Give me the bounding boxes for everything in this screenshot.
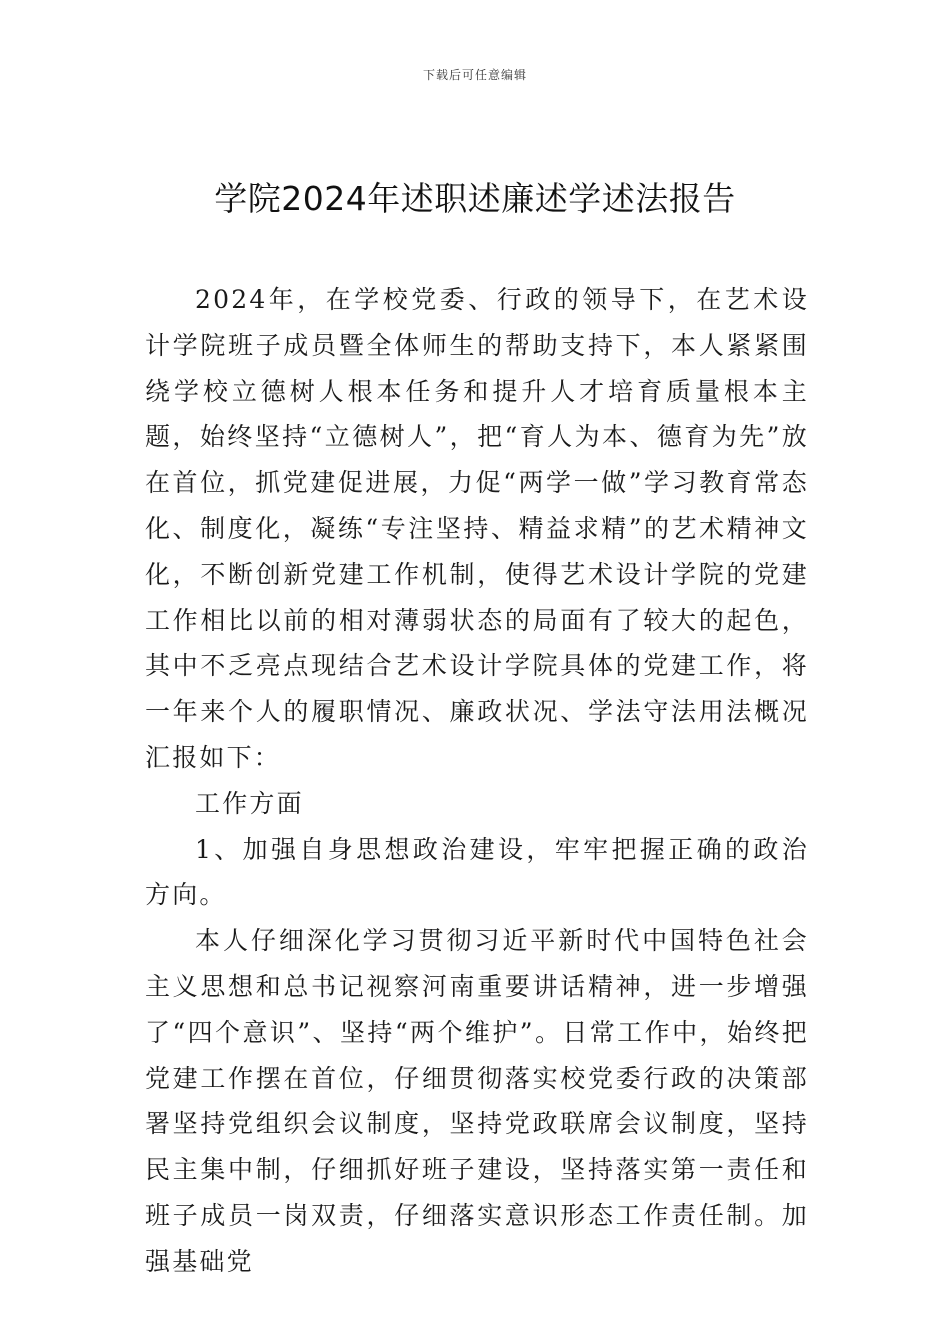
document-body (145, 277, 809, 1285)
item-1-paragraph: 本人仔细深化学习贯彻习近平新时代中国特色社会主义思想和总书记视察河南重要讲话精神，进一步增强了“四个意识”、坚持“两个维护”。日常工作中，始终把党建工作摆在首位，仔细贯彻落实校党委行政的决策部署坚持党组织会议制度，坚持党政联席会议制度，坚持民主集中制，仔细抓好班子建设，坚持落实第一责任和班子成员一岗双责，仔细落实意识形态工作责任制。加强基础党 (145, 926, 809, 1276)
intro-paragraph: 2024年，在学校党委、行政的领导下，在艺术设计学院班子成员暨全体师生的帮助支持下，本人紧紧围绕学校立德树人根本任务和提升人才培育质量根本主题，始终坚持“立德树人”，把“育人为本、德育为先”放在首位，抓党建促进展，力促“两学一做”学习教育常态化、制度化，凝练“专注坚持、精益求精”的艺术精神文化，不断创新党建工作机制，使得艺术设计学院的党建工作相比以前的相对薄弱状态的局面有了较大的起色，其中不乏亮点现结合艺术设计学院具体的党建工作，将一年来个人的履职情况、廉政状况、学法守法用法概况汇报如下： (145, 285, 809, 772)
item-1-heading: 1、加强自身思想政治建设，牢牢把握正确的政治方向。 (145, 834, 809, 910)
section-heading: 工作方面 (195, 788, 304, 818)
document-title: 学院2024年述职述廉述学述法报告 (214, 179, 736, 218)
header-note: 下载后可任意编辑 (422, 68, 527, 82)
